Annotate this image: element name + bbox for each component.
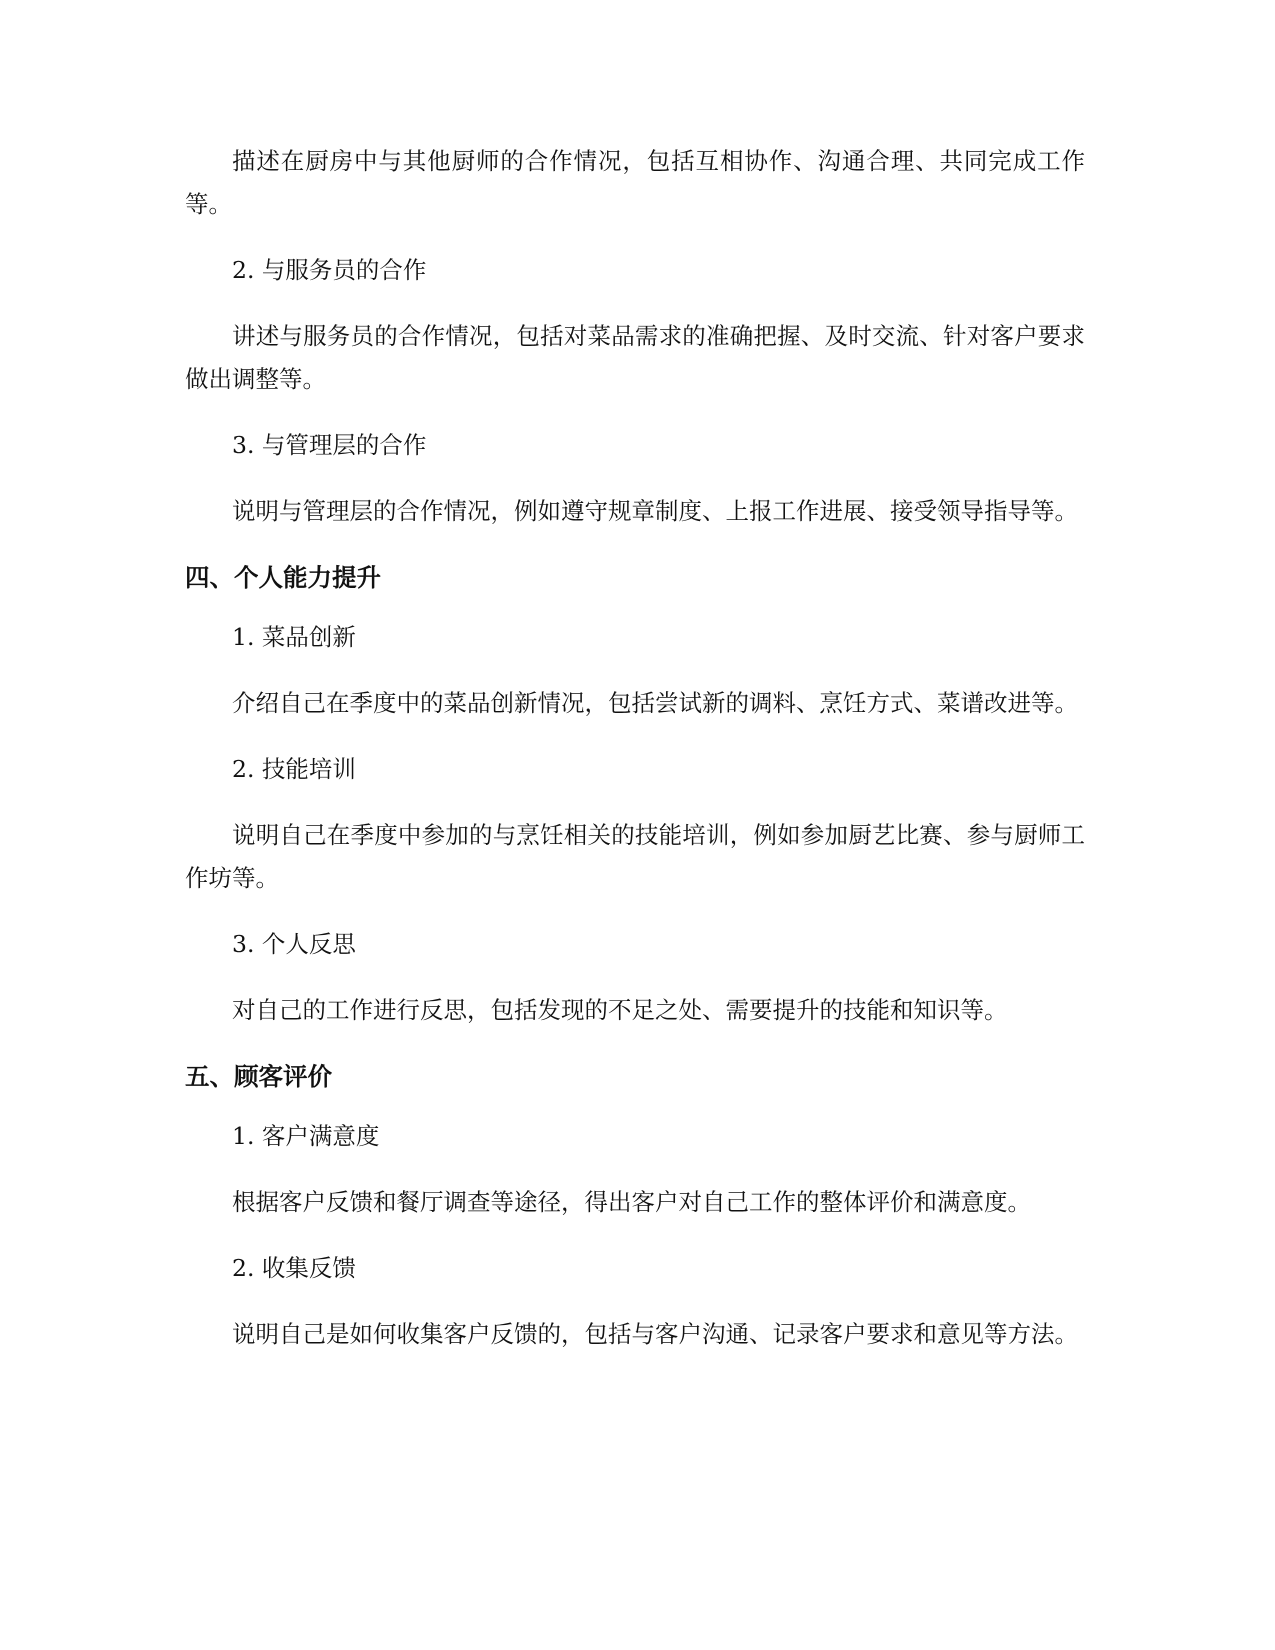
item-waiter-cooperation: 2. 与服务员的合作 xyxy=(232,256,427,284)
item-skill-training: 2. 技能培训 xyxy=(232,755,356,783)
item-feedback-collection: 2. 收集反馈 xyxy=(232,1254,356,1282)
paragraph-self-reflection: 对自己的工作进行反思，包括发现的不足之处、需要提升的技能和知识等。 xyxy=(232,996,1008,1024)
paragraph-chef-cooperation: 描述在厨房中与其他厨师的合作情况，包括互相协作、沟通合理、共同完成工作等。 xyxy=(185,147,1085,218)
item-self-reflection: 3. 个人反思 xyxy=(232,930,356,958)
paragraph-dish-innovation: 介绍自己在季度中的菜品创新情况，包括尝试新的调料、烹饪方式、菜谱改进等。 xyxy=(232,689,1078,717)
paragraph-feedback-collection: 说明自己是如何收集客户反馈的，包括与客户沟通、记录客户要求和意见等方法。 xyxy=(232,1320,1078,1348)
paragraph-waiter-cooperation: 讲述与服务员的合作情况，包括对菜品需求的准确把握、及时交流、针对客户要求做出调整等。 xyxy=(185,322,1085,393)
section-heading-customer-evaluation: 五、顾客评价 xyxy=(185,1062,332,1091)
item-dish-innovation: 1. 菜品创新 xyxy=(232,623,356,651)
section-heading-personal-improvement: 四、个人能力提升 xyxy=(185,563,381,592)
item-management-cooperation: 3. 与管理层的合作 xyxy=(232,431,427,459)
item-customer-satisfaction: 1. 客户满意度 xyxy=(232,1122,380,1150)
paragraph-management-cooperation: 说明与管理层的合作情况，例如遵守规章制度、上报工作进展、接受领导指导等。 xyxy=(232,497,1078,525)
document-body xyxy=(185,140,1085,1379)
paragraph-customer-satisfaction: 根据客户反馈和餐厅调查等途径，得出客户对自己工作的整体评价和满意度。 xyxy=(232,1188,1031,1216)
paragraph-skill-training: 说明自己在季度中参加的与烹饪相关的技能培训，例如参加厨艺比赛、参与厨师工作坊等。 xyxy=(185,821,1085,892)
